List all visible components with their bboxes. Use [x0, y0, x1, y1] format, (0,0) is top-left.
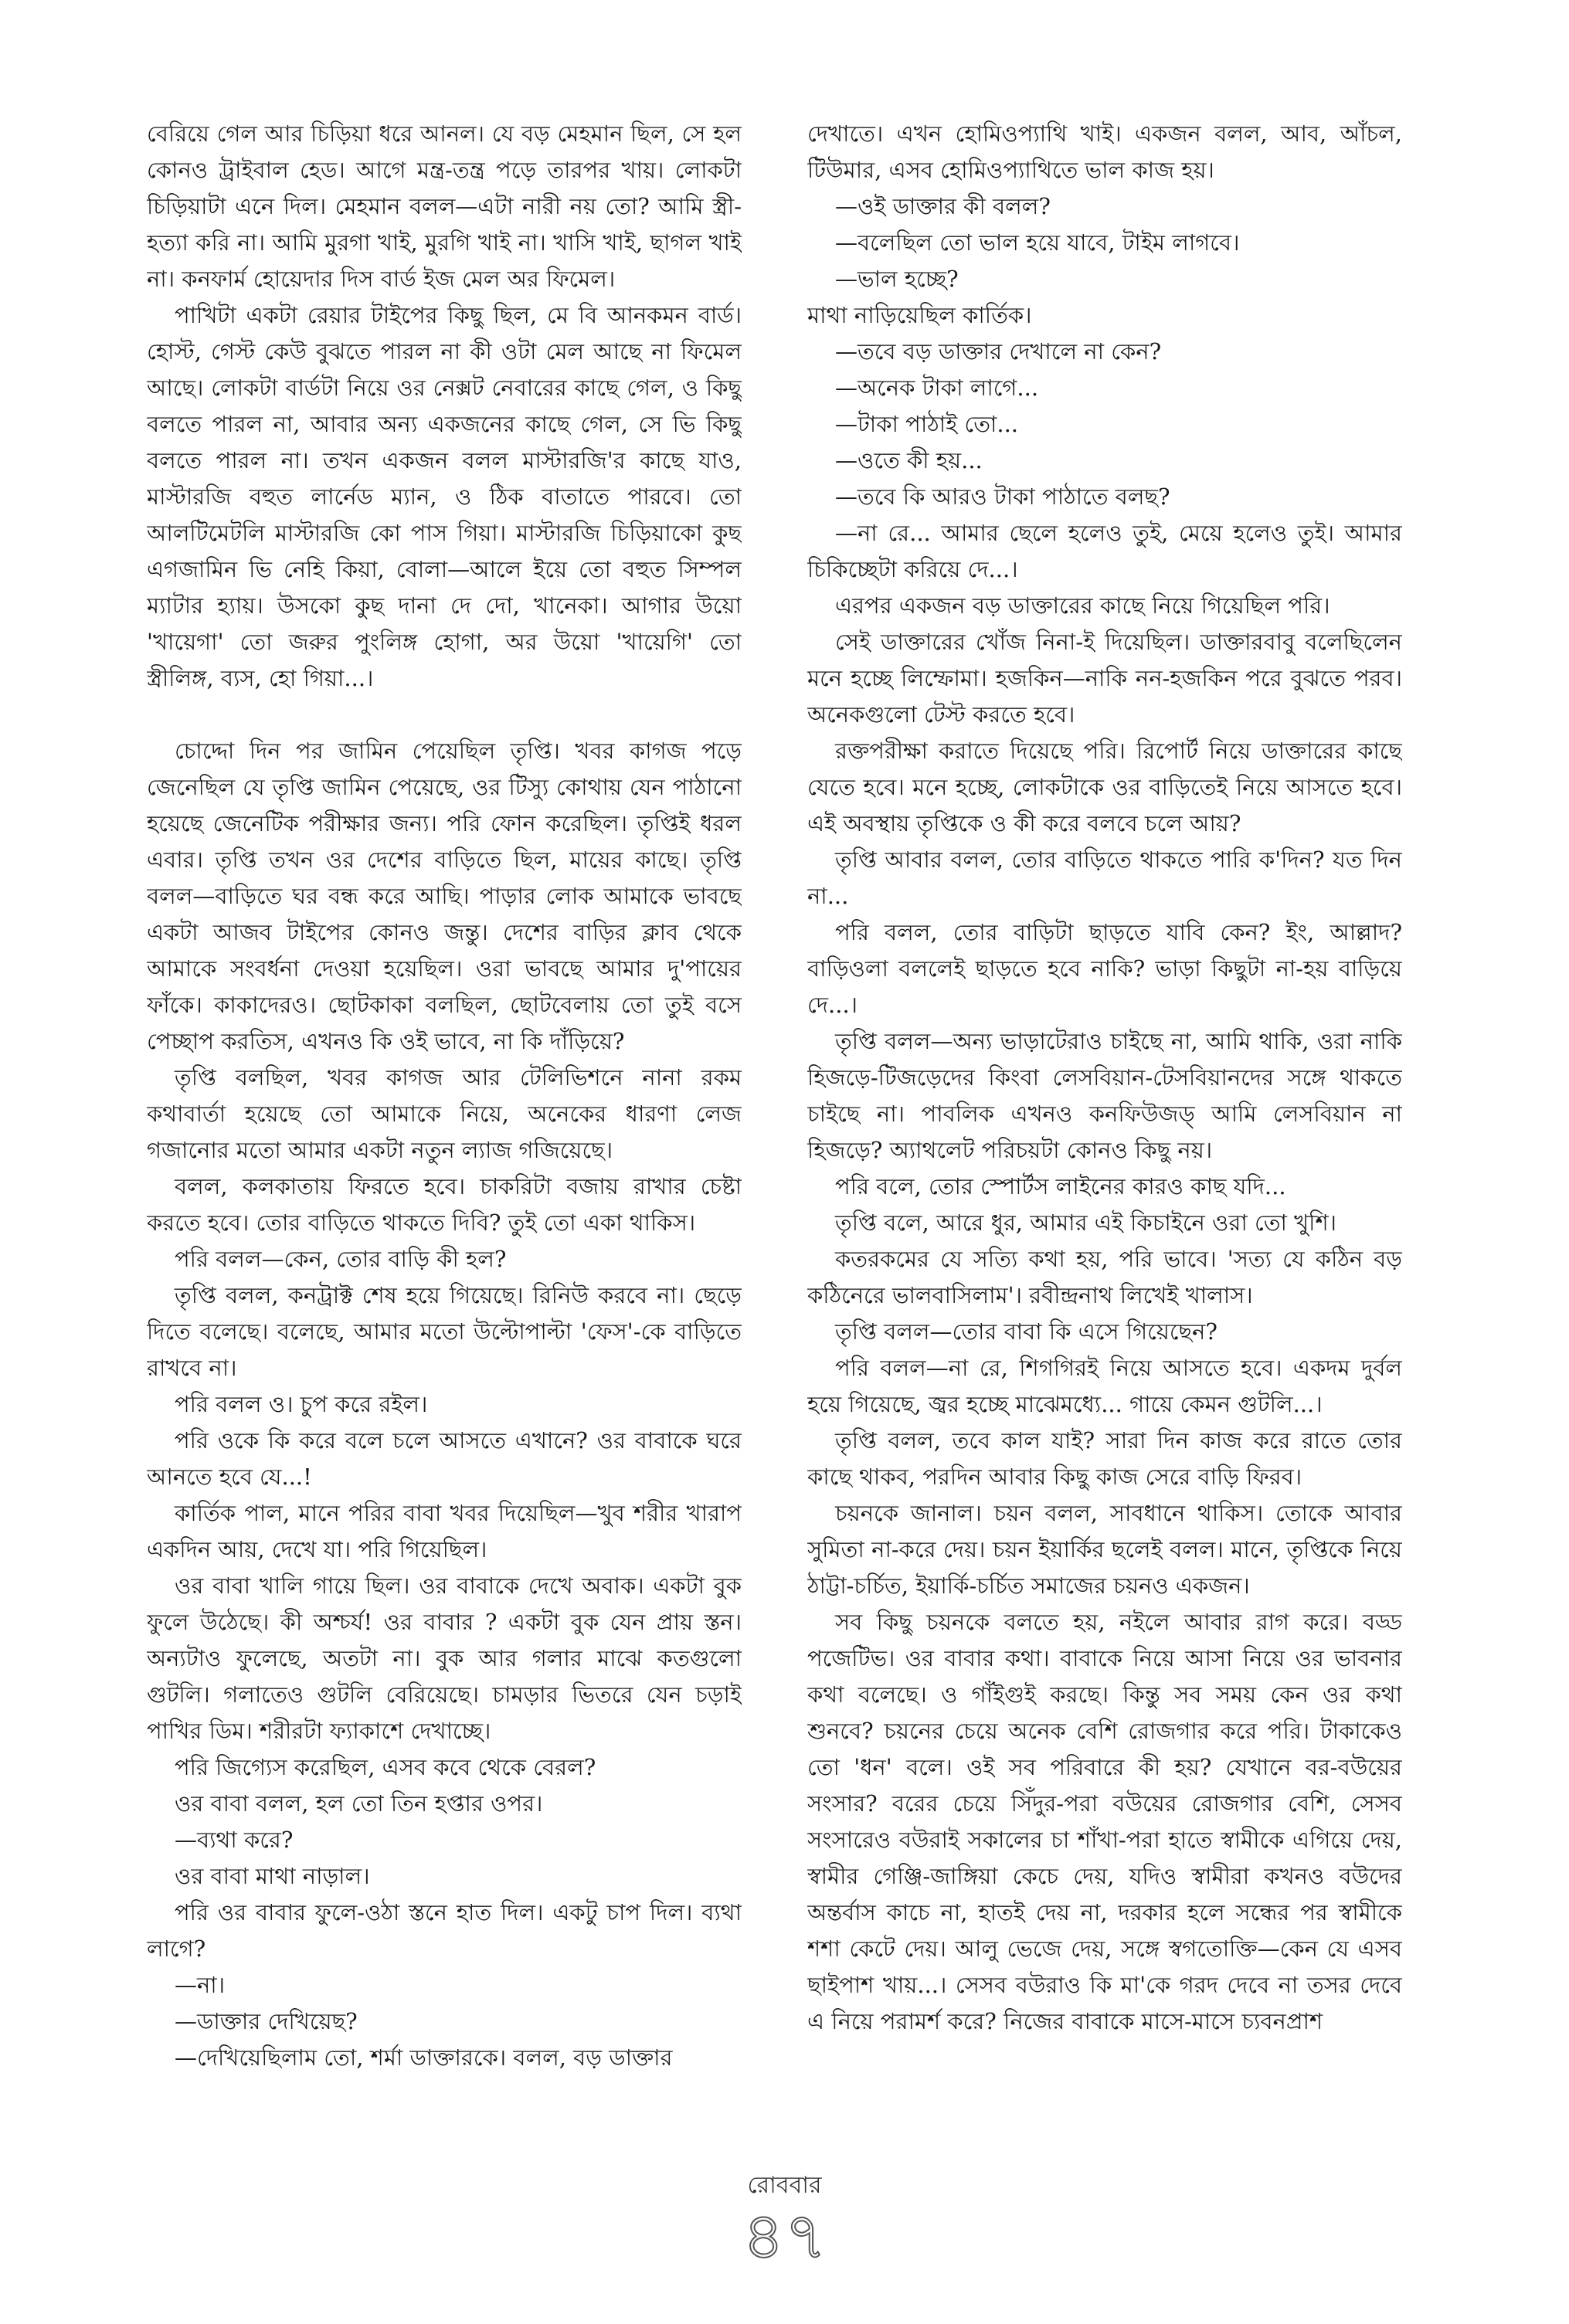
paragraph: ওর বাবা বলল, হল তো তিন হপ্তার ওপর। [175, 1790, 543, 1817]
paragraph: দেখাতে। এখন হোমিওপ্যাথি খাই। একজন বলল, আব, আঁচল, টিউমার, এসব হোমিওপ্যাথিতে ভাল কাজ হয়। [807, 120, 1402, 183]
paragraph: তৃপ্তি বলে, আরে ধুর, আমার এই কিচাইনে ওরা তো খুশি। [835, 1209, 1336, 1236]
paragraph: তৃপ্তি বলছিল, খবর কাগজ আর টেলিভিশনে নানা রকম কথাবার্তা হয়েছে তো আমাকে নিয়ে, অনেকের ধারণা লেজ গজানোর মতো আমার একটা নতুন ল্যাজ গজিয়েছে। [147, 1064, 742, 1163]
paragraph: তৃপ্তি বলল—তোর বাবা কি এসে গিয়েছেন? [835, 1318, 1218, 1345]
paragraph: কতরকমের যে সত্যি কথা হয়, পরি ভাবে। 'সত্য যে কঠিন বড় কঠিনেরে ভালবাসিলাম'। রবীন্দ্রনাথ লিখেই খালাস। [807, 1246, 1402, 1308]
paragraph: তৃপ্তি বলল, তবে কাল যাই? সারা দিন কাজ করে রাতে তোর কাছে থাকব, পরদিন আবার কিছু কাজ সেরে বাড়ি ফিরব। [807, 1427, 1402, 1490]
paragraph: বলল, কলকাতায় ফিরতে হবে। চাকরিটা বজায় রাখার চেষ্টা করতে হবে। তোর বাড়িতে থাকতে দিবি? তুই তো একা থাকিস। [147, 1173, 742, 1236]
paragraph: রক্তপরীক্ষা করাতে দিয়েছে পরি। রিপোর্ট নিয়ে ডাক্তারের কাছে যেতে হবে। মনে হচ্ছে, লোকটাকে ওর বাড়িতেই নিয়ে আসতে হবে। এই অবস্থায় তৃপ্তিকে ও কী করে বলবে চলে আয়? [807, 738, 1402, 836]
paragraph: সব কিছু চয়নকে বলতে হয়, নইলে আবার রাগ করে। বড্ড পজেটিভ। ওর বাবার কথা। বাবাকে নিয়ে আসা নিয়ে ওর ভাবনার কথা বলেছে। ও গাঁইগুই করছে। কিন্তু সব সময় কেন ওর কথা শুনবে? চয়নের চেয়ে অনেক বেশি রোজগার করে পরি। টাকাকেও তো 'ধন' বলে। ওই সব পরিবারে কী হয়? যেখানে বর-বউয়ের সংসার? বরের চেয়ে সিঁদুর-পরা বউয়ের রোজগার বেশি, সেসব সংসারেও বউরাই সকালের চা শাঁখা-পরা হাতে স্বামীকে এগিয়ে দেয়, স্বামীর গেঞ্জি-জাঙ্গিয়া কেচে দেয়, যদিও স্বামীরা কখনও বউদের অন্তর্বাস কাচে না, হাতই দেয় না, দরকার হলে সন্ধের পর স্বামীকে শশা কেটে দেয়। আলু ভেজে দেয়, সঙ্গে স্বগতোক্তি—কেন যে এসব ছাইপাশ খায়...। সেসব বউরাও কি মা'কে গরদ দেবে না তসর দেবে এ নিয়ে পরামর্শ করে? নিজের বাবাকে মাসে-মাসে চ্যবনপ্রাশ [807, 1609, 1402, 2034]
paragraph: তৃপ্তি আবার বলল, তোর বাড়িতে থাকতে পারি ক'দিন? যত দিন না... [807, 846, 1402, 909]
paragraph: পরি ওকে কি করে বলে চলে আসতে এখানে? ওর বাবাকে ঘরে আনতে হবে যে...! [147, 1427, 742, 1490]
paragraph: ওর বাবা খালি গায়ে ছিল। ওর বাবাকে দেখে অবাক। একটা বুক ফুলে উঠেছে। কী অশ্চর্য! ওর বাবার ? একটা বুক যেন প্রায় স্তন। অন্যটাও ফুলেছে, অতটা না। বুক আর গলার মাঝে কতগুলো গুটলি। গলাতেও গুটলি বেরিয়েছে। চামড়ার ভিতরে যেন চড়াই পাখির ডিম। শরীরটা ফ্যাকাশে দেখাচ্ছে। [147, 1573, 742, 1744]
paragraph: সেই ডাক্তারের খোঁজ নিনা-ই দিয়েছিল। ডাক্তারবাবু বলেছিলেন মনে হচ্ছে লিম্ফোমা। হজকিন—নাকি নন-হজকিন পরে বুঝতে পরব। অনেকগুলো টেস্ট করতে হবে। [807, 629, 1402, 728]
paragraph: পাখিটা একটা রেয়ার টাইপের কিছু ছিল, মে বি আনকমন বার্ড। হোস্ট, গেস্ট কেউ বুঝতে পারল না কী ওটা মেল আছে না ফিমেল আছে। লোকটা বার্ডটা নিয়ে ওর নেক্সট নেবারের কাছে গেল, ও কিছু বলতে পারল না, আবার অন্য একজনের কাছে গেল, সে ভি কিছু বলতে পারল না। তখন একজন বলল মাস্টারজি'র কাছে যাও, মাস্টারজি বহুত লার্নেড ম্যান, ও ঠিক বাতাতে পারবে। তো আলটিমেটলি মাস্টারজি কো পাস গিয়া। মাস্টারজি চিড়িয়াকো কুছ এগজামিন ভি নেহি কিয়া, বোলা—আলে ইয়ে তো বহুত সিম্পল ম্যাটার হ্যায়। উসকো কুছ দানা দে দো, খানেকা। আগার উয়ো 'খায়েগা' তো জরুর পুংলিঙ্গ হোগা, অর উয়ো 'খায়েগি' তো স্ত্রীলিঙ্গ, ব্যস, হো গিয়া...। [147, 302, 742, 691]
paragraph: কার্তিক পাল, মানে পরির বাবা খবর দিয়েছিল—খুব শরীর খারাপ একদিন আয়, দেখে যা। পরি গিয়েছিল। [147, 1500, 742, 1562]
paragraph: —ডাক্তার দেখিয়েছ? [175, 2008, 358, 2034]
paragraph: —ওই ডাক্তার কী বলল? [835, 193, 1051, 219]
page-footer [0, 2170, 1569, 2274]
paragraph: —ওতে কী হয়... [835, 447, 983, 473]
paragraph: ওর বাবা মাথা নাড়াল। [175, 1863, 370, 1889]
paragraph: —ব্যথা করে? [175, 1827, 294, 1853]
paragraph: তৃপ্তি বলল, কনট্রাক্ট শেষ হয়ে গিয়েছে। রিনিউ করবে না। ছেড়ে দিতে বলেছে। বলেছে, আমার মতো উল্টোপাল্টা 'ফেস'-কে বাড়িতে রাখবে না। [147, 1282, 742, 1381]
paragraph: চয়নকে জানাল। চয়ন বলল, সাবধানে থাকিস। তোকে আবার সুমিতা না-করে দেয়। চয়ন ইয়ার্কির ছলেই বলল। মানে, তৃপ্তিকে নিয়ে ঠাট্টা-চর্চিত, ইয়ার্কি-চর্চিত সমাজের চয়নও একজন। [807, 1500, 1402, 1599]
paragraph: পরি বলে, তোর স্পোর্টস লাইনের কারও কাছ যদি... [835, 1173, 1286, 1199]
paragraph: বেরিয়ে গেল আর চিড়িয়া ধরে আনল। যে বড় মেহমান ছিল, সে হল কোনও ট্রাইবাল হেড। আগে মন্ত্র-তন্ত্র পড়ে তারপর খায়। লোকটা চিড়িয়াটা এনে দিল। মেহমান বলল—এটা নারী নয় তো? আমি স্ত্রী-হত্যা করি না। আমি মুরগা খাই, মুরগি খাই না। খাসি খাই, ছাগল খাই না। কনফার্ম হোয়েদার দিস বার্ড ইজ মেল অর ফিমেল। [147, 120, 742, 292]
paragraph: চোদ্দো দিন পর জামিন পেয়েছিল তৃপ্তি। খবর কাগজ পড়ে জেনেছিল যে তৃপ্তি জামিন পেয়েছে, ওর টিস্যু কোথায় যেন পাঠানো হয়েছে জেনেটিক পরীক্ষার জন্য। পরি ফোন করেছিল। তৃপ্তিই ধরল এবার। তৃপ্তি তখন ওর দেশের বাড়িতে ছিল, মায়ের কাছে। তৃপ্তি বলল—বাড়িতে ঘর বন্ধ করে আছি। পাড়ার লোক আমাকে ভাবছে একটা আজব টাইপের কোনও জন্তু। দেশের বাড়ির ক্লাব থেকে আমাকে সংবর্ধনা দেওয়া হয়েছিল। ওরা ভাবছে আমার দু'পায়ের ফাঁকে। কাকাদেরও। ছোটকাকা বলছিল, ছোটবেলায় তো তুই বসে পেচ্ছাপ করতিস, এখনও কি ওই ভাবে, না কি দাঁড়িয়ে? [147, 738, 742, 1054]
paragraph: এরপর একজন বড় ডাক্তারের কাছে নিয়ে গিয়েছিল পরি। [835, 592, 1330, 619]
paragraph: পরি বলল, তোর বাড়িটা ছাড়তে যাবি কেন? ইং, আল্লাদ? বাড়িওলা বললেই ছাড়তে হবে নাকি? ভাড়া কিছুটা না-হয় বাড়িয়ে দে...। [807, 919, 1402, 1018]
paragraph: পরি বলল—না রে, শিগগিরই নিয়ে আসতে হবে। একদম দুর্বল হয়ে গিয়েছে, জ্বর হচ্ছে মাঝেমধ্যে... গায়ে কেমন গুটলি...। [807, 1355, 1402, 1417]
paragraph: পরি ওর বাবার ফুলে-ওঠা স্তনে হাত দিল। একটু চাপ দিল। ব্যথা লাগে? [147, 1899, 742, 1962]
paragraph: পরি জিগ্যেস করেছিল, এসব কবে থেকে বেরল? [175, 1754, 596, 1780]
paragraph: —বলেছিল তো ভাল হয়ে যাবে, টাইম লাগবে। [835, 229, 1240, 256]
paragraph: —তবে বড় ডাক্তার দেখালে না কেন? [835, 338, 1162, 365]
paragraph: তৃপ্তি বলল—অন্য ভাড়াটেরাও চাইছে না, আমি থাকি, ওরা নাকি হিজড়ে-টিজড়েদের কিংবা লেসবিয়ান-টেসবিয়ানদের সঙ্গে থাকতে চাইছে না। পাবলিক এখনও কনফিউজড্ আমি লেসবিয়ান না হিজড়ে? অ্যাথলেট পরিচয়টা কোনও কিছু নয়। [807, 1028, 1402, 1163]
magazine-name: রোববার [747, 2172, 822, 2199]
page-number: ৪৭ [742, 2198, 827, 2274]
paragraph: মাথা নাড়িয়েছিল কার্তিক। [807, 302, 1032, 328]
paragraph: —ভাল হচ্ছে? [835, 266, 959, 292]
paragraph: —তবে কি আরও টাকা পাঠাতে বলছ? [835, 483, 1170, 510]
paragraph: —না রে... আমার ছেলে হলেও তুই, মেয়ে হলেও তুই। আমার চিকিচ্ছেটা করিয়ে দে...। [807, 520, 1402, 582]
paragraph: —না। [175, 1972, 226, 1998]
paragraph: —দেখিয়েছিলাম তো, শর্মা ডাক্তারকে। বলল, বড় ডাক্তার [175, 2044, 673, 2071]
right-text-column [807, 116, 1402, 2124]
paragraph: —টাকা পাঠাই তো... [835, 411, 1019, 437]
paragraph: —অনেক টাকা লাগে... [835, 375, 1039, 401]
paragraph: পরি বলল ও। চুপ করে রইল। [175, 1391, 428, 1417]
left-text-column [147, 116, 742, 2124]
paragraph: পরি বলল—কেন, তোর বাড়ি কী হল? [175, 1246, 507, 1272]
